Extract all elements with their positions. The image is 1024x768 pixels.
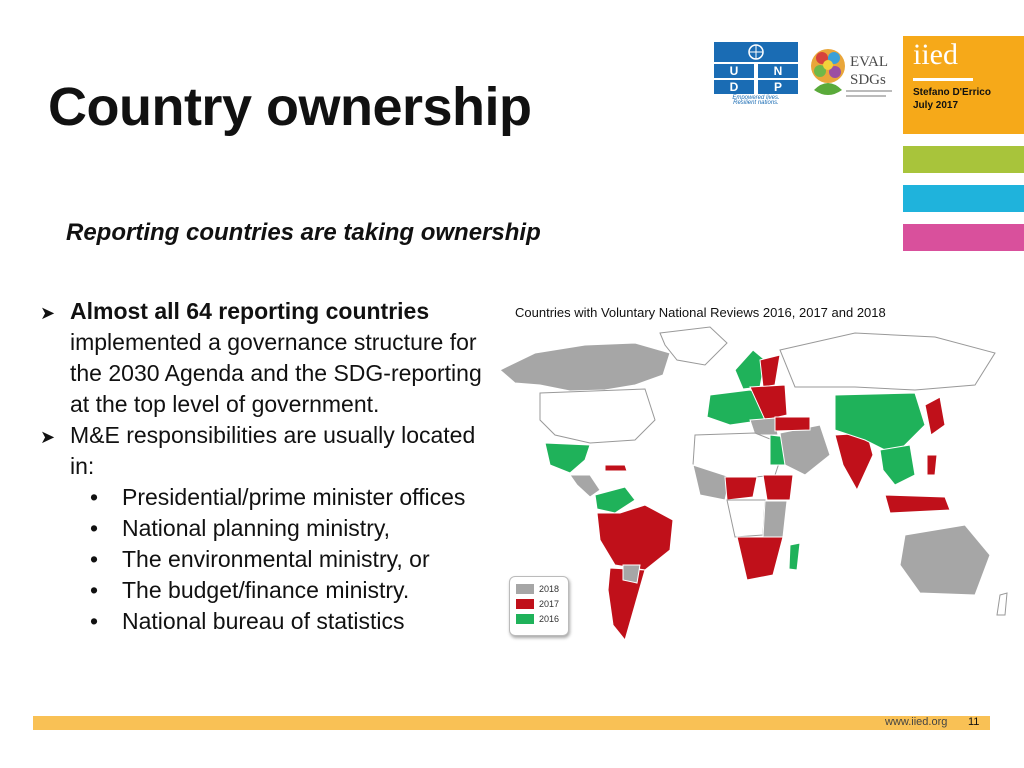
author-name: Stefano D'Errico [913, 87, 991, 98]
legend-label: 2017 [539, 599, 560, 609]
sub-bullet-item [90, 482, 500, 513]
world-map [495, 325, 1015, 655]
undp-logo [712, 42, 800, 104]
region-usa [540, 389, 655, 443]
region-japan-korea [925, 397, 945, 435]
sub-bullet-item [90, 575, 500, 606]
sub-bullet-text: The budget/finance ministry. [122, 577, 410, 603]
region-mexico [545, 443, 590, 473]
region-caribbean [605, 465, 627, 471]
undp-letter-n: N [773, 64, 783, 78]
region-australia [900, 525, 990, 595]
region-madagascar [789, 543, 800, 570]
presentation-date: July 2017 [913, 100, 959, 111]
evalsdgs-word-1: EVAL [850, 54, 889, 70]
region-southeast-asia [880, 445, 915, 485]
sub-bullet-text: National bureau of statistics [122, 608, 405, 634]
region-ethiopia [763, 475, 793, 500]
undp-letter-d: D [729, 80, 739, 94]
sub-bullet-text: Presidential/prime minister offices [122, 484, 466, 510]
region-canada-alaska [500, 343, 670, 391]
region-central-africa [727, 500, 765, 537]
map-legend [509, 576, 569, 636]
legend-label: 2018 [539, 584, 560, 594]
slide-subtitle: Reporting countries are taking ownership [66, 219, 541, 246]
region-balkans [750, 418, 778, 435]
iied-brand-block [903, 36, 1024, 134]
bullet-item [40, 296, 500, 420]
page-number: 11 [968, 716, 980, 728]
region-indonesia [885, 495, 950, 513]
region-east-africa [763, 501, 787, 537]
sub-bullet-item [90, 606, 500, 637]
bullet-text: implemented a governance structure for the 2030 Agenda and the SDG-reporting at the top level of government. [70, 329, 482, 417]
dot-bullet-icon: • [90, 484, 99, 510]
dot-bullet-icon: • [90, 515, 99, 541]
region-southern-africa [737, 537, 783, 580]
region-philippines [927, 455, 937, 475]
iied-logo: iied [913, 38, 958, 71]
evalsdgs-word-2: SDGs [850, 72, 886, 88]
region-uruguay-paraguay [623, 565, 640, 583]
region-sahel [725, 477, 757, 500]
legend-item [516, 613, 559, 625]
legend-swatch-gray [516, 584, 534, 594]
bullet-text: M&E responsibilities are usually located in: [70, 422, 476, 479]
accent-bar-pink [903, 224, 1024, 251]
undp-tagline-2: Resilient nations. [733, 100, 779, 104]
legend-item [516, 583, 559, 595]
region-new-zealand [997, 593, 1007, 615]
accent-bar-green [903, 146, 1024, 173]
slide-title: Country ownership [48, 77, 532, 137]
region-turkey [775, 417, 810, 431]
undp-letter-p: P [773, 80, 783, 94]
sub-bullet-item [90, 544, 500, 575]
arrow-bullet-icon: ➤ [40, 303, 56, 323]
dot-bullet-icon: • [90, 608, 99, 634]
undp-tagline-1: Empowered lives. [732, 95, 780, 101]
sub-bullet-text: The environmental ministry, or [122, 546, 430, 572]
region-finland-russia-west [760, 355, 780, 387]
arrow-bullet-icon: ➤ [40, 427, 56, 447]
region-greenland [660, 327, 727, 365]
region-russia [780, 333, 995, 390]
region-brazil-peru [597, 505, 673, 570]
region-central-america [570, 475, 600, 497]
region-colombia-venezuela [595, 487, 635, 513]
footer-bar [33, 716, 990, 730]
legend-item [516, 598, 559, 610]
legend-swatch-green [516, 614, 534, 624]
legend-label: 2016 [539, 614, 560, 624]
accent-bar-blue [903, 185, 1024, 212]
dot-bullet-icon: • [90, 546, 99, 572]
bullet-list [40, 296, 500, 637]
evalsdgs-logo [806, 36, 898, 110]
undp-letter-u: U [729, 64, 739, 78]
iied-underline [913, 78, 973, 81]
sub-bullet-item [90, 513, 500, 544]
region-middle-east [780, 425, 830, 475]
legend-swatch-red [516, 599, 534, 609]
bullet-bold-text: Almost all 64 reporting countries [70, 298, 430, 324]
bullet-item [40, 420, 500, 482]
dot-bullet-icon: • [90, 577, 99, 603]
sub-bullet-text: National planning ministry, [122, 515, 391, 541]
footer-url: www.iied.org [885, 716, 948, 728]
map-caption: Countries with Voluntary National Reviews 2016, 2017 and 2018 [515, 305, 886, 320]
region-scandinavia [735, 350, 765, 389]
